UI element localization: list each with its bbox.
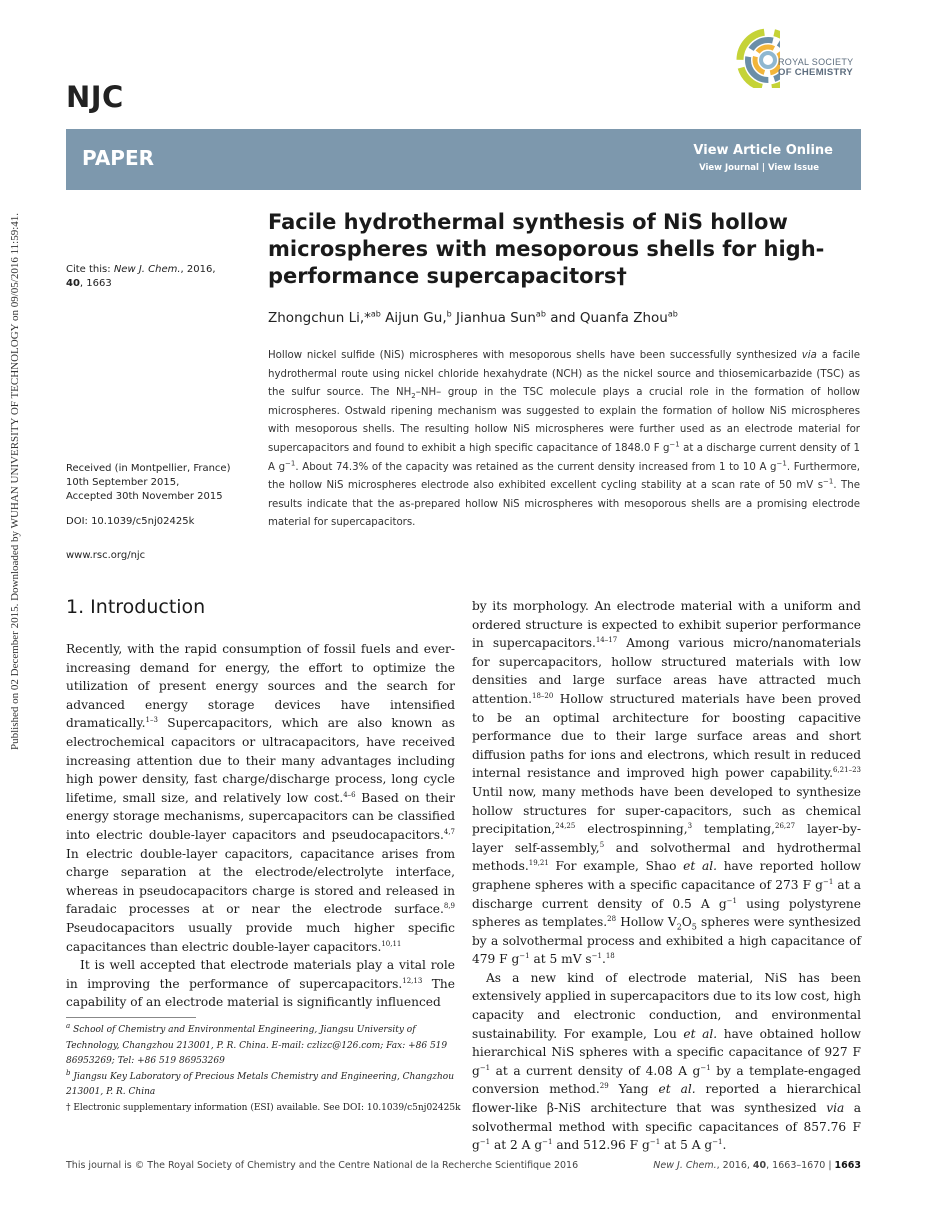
- logo-text-line1: ROYAL SOCIETY: [778, 57, 854, 67]
- citation-ref[interactable]: 18: [605, 952, 615, 961]
- citation-ref[interactable]: 10,11: [381, 939, 402, 948]
- rsc-logo: [736, 24, 866, 94]
- cite-year: , 2016,: [180, 264, 216, 275]
- body-column-right: [472, 597, 861, 1155]
- author-affiliation: ab: [370, 309, 381, 319]
- author-name: and Quanfa Zhou: [545, 310, 668, 326]
- author-affiliation: ab: [535, 309, 546, 319]
- citation-ref[interactable]: 1–3: [145, 716, 158, 725]
- cite-prefix: Cite this:: [66, 264, 111, 275]
- abstract-text: . About 74.3% of the capacity was retained as the current density increased from 1 to 10 A g: [295, 461, 777, 473]
- citation-ref[interactable]: 6,21–23: [833, 766, 861, 775]
- subscript: 2: [411, 392, 416, 401]
- section-heading: 1. Introduction: [66, 596, 206, 618]
- abstract-text: . Furthermore, the hollow NiS microspheres electrode also exhibited excellent cycling stability at a scan rate of 50 mV s: [268, 461, 860, 492]
- cite-this: [66, 263, 216, 291]
- paragraph: It is well accepted that electrode materials play a vital role in improving the performance of supercapacitors.$^{12,13}$ The capability of an electrode material is significantly influenced: [66, 958, 455, 1010]
- abstract-text: a facile hydrothermal route using nickel chloride hexahydrate (NCH) as the nickel source and thiosemicarbazide (TSC) as the sulfur source. The NH: [268, 350, 860, 399]
- received-line: Received (in Montpellier, France): [66, 463, 231, 474]
- abstract-text: –NH– group in the TSC molecule plays a crucial role in the formation of hollow microspheres. Ostwald ripening mechanism was suggested to explain the formation of hollow NiS microspheres with mesoporous shells. The resulting hollow NiS microspheres were further used as an electrode material for supercapacitors and found to exhibit a high specific capacitance of 1848.0 F g: [268, 387, 861, 454]
- article-banner: [66, 129, 861, 190]
- download-note: Published on 02 December 2015. Downloaded by WUHAN UNIVERSITY OF TECHNOLOGY on 09/05/2016 11:59:41.: [9, 212, 21, 750]
- footnote-a: $^a$ School of Chemistry and Environmental Engineering, Jiangsu University of Technology, Changzhou 213001, P. R. China. E-mail: czlizc@126.com; Fax: +86 519 86953269; Tel: +86 519 86953269: [66, 1022, 448, 1066]
- citation-ref[interactable]: 8,9: [443, 902, 455, 911]
- author-affiliation: b: [446, 309, 452, 319]
- author-affiliation: ab: [667, 309, 678, 319]
- citation-ref[interactable]: 18–20: [531, 691, 554, 700]
- paragraph: by its morphology. An electrode material with a uniform and ordered structure is expected to exhibit superior performance in supercapacitors.$^{14-17}$ Among various micro/nanomaterials for supercapacitors, hollow structured materials with low densities and large surface areas have attracted much attention.$^{18-20}$ Hollow structured materials have been proved to be an optimal architecture for boosting capacitive performance due to their large surface areas and short diffusion paths for ions and electrons, which result in reduced internal resistance and improved high power capability.$^{6,21-23}$ Until now, many methods have been developed to synthesize hollow structures for super-capacitors, such as chemical precipitation,$^{24,25}$ electrospinning,$^3$ templating,$^{26,27}$ layer-by-layer self-assembly,$^5$ and solvothermal and hydrothermal methods.$^{19,21}$ For example, Shao et al. have reported hollow graphene spheres with a specific capacitance of 273 F $g^{-1}$ at a discharge current density of 0.5 A $g^{-1}$ using polystyrene spheres as templates.$^{28}$ Hollow $V_2O_5$ spheres were synthesized by a solvothermal process and exhibited a high capacitance of 479 F $g^{-1}$ at 5 mV $s^{-1}.^{18}$: [472, 599, 861, 967]
- author-name: Zhongchun Li,*: [268, 310, 371, 326]
- article-title: Facile hydrothermal synthesis of NiS hollow microspheres with mesoporous shells for high-performance supercapacitors†: [268, 210, 825, 288]
- citation-ref[interactable]: 29: [599, 1082, 609, 1091]
- superscript: −1: [285, 459, 296, 468]
- citation-ref[interactable]: 19,21: [528, 859, 549, 868]
- citation-ref[interactable]: 4,7: [443, 827, 455, 836]
- footnote-divider: [66, 1017, 196, 1018]
- received-date: 10th September 2015,: [66, 477, 180, 488]
- footer-copyright: This journal is © The Royal Society of Chemistry and the Centre National de la Recherche Scientifique 2016: [66, 1160, 579, 1171]
- superscript: −1: [669, 440, 680, 449]
- citation-ref[interactable]: 24,25: [555, 822, 576, 831]
- superscript: −1: [776, 459, 787, 468]
- author-name: Jianhua Sun: [451, 310, 536, 326]
- link-separator: |: [758, 163, 768, 173]
- banner-sub-links: [699, 163, 819, 173]
- abstract: [268, 347, 860, 533]
- body-column-left: [66, 640, 455, 1012]
- abstract-text: Hollow nickel sulfide (NiS) microspheres with mesoporous shells have been successfully synthesized: [268, 350, 802, 361]
- footnote-b: $^b$ Jiangsu Key Laboratory of Precious Metals Chemistry and Engineering, Changzhou 213001, P. R. China: [66, 1068, 455, 1097]
- view-article-online-link[interactable]: View Article Online: [693, 143, 833, 158]
- accepted-date: Accepted 30th November 2015: [66, 491, 223, 502]
- rsc-logo-rings-icon: [736, 24, 780, 88]
- author-name: Aijun Gu,: [380, 310, 447, 326]
- citation-ref[interactable]: 3: [687, 822, 693, 831]
- citation-ref[interactable]: 4–6: [343, 790, 356, 799]
- abstract-text: . The results indicate that the as-prepared hollow NiS microspheres with mesoporous shells are a promising electrode material for supercapacitors.: [268, 480, 860, 529]
- abstract-italic: via: [801, 350, 817, 361]
- abstract-text: at a discharge current density of 1 A g: [268, 442, 861, 473]
- journal-url[interactable]: www.rsc.org/njc: [66, 550, 146, 561]
- logo-text-line2: OF CHEMISTRY: [778, 67, 854, 78]
- citation-ref[interactable]: 28: [607, 915, 617, 924]
- cite-pages: , 1663: [79, 278, 112, 289]
- received-info: [66, 462, 231, 504]
- citation-ref[interactable]: 5: [599, 840, 605, 849]
- paragraph: Recently, with the rapid consumption of fossil fuels and ever-increasing demand for energy, the effort to optimize the utilization of present energy sources and the search for advanced energy storage devices have intensified dramatically.$^{1-3}$ Supercapacitors, which are also known as electrochemical capacitors or ultracapacitors, have received increasing attention due to their many advantages including high power density, fast charge/discharge process, long cycle lifetime, small size, and relatively low cost.$^{4-6}$ Based on their energy storage mechanisms, supercapacitors can be classified into electric double-layer capacitors and pseudocapacitors.$^{4,7}$ In electric double-layer capacitors, capacitance arises from charge separation at the electrode/electrolyte interface, whereas in pseudocapacitors charge is stored and released in faradaic processes at or near the electrode surface.$^{8,9}$ Pseudocapacitors usually provide much higher specific capacitances than electric double-layer capacitors.$^{10,11}$: [66, 642, 456, 954]
- citation-ref[interactable]: 12,13: [402, 976, 423, 985]
- download-watermark: [9, 140, 21, 750]
- footnotes: [66, 1023, 466, 1116]
- page-number: 1663: [834, 1160, 861, 1171]
- author-list: [268, 310, 678, 326]
- superscript: −1: [823, 477, 834, 486]
- citation-ref[interactable]: 26,27: [774, 822, 796, 831]
- cite-journal: New J. Chem.: [113, 264, 181, 275]
- cite-volume: 40: [66, 278, 80, 289]
- paragraph: As a new kind of electrode material, NiS has been extensively applied in supercapacitors due to its low cost, high capacity and electronic conduction, and environmental sustainability. For example, Lou et al. have obtained hollow hierarchical NiS spheres with a specific capacitance of 927 F $g^{-1}$ at a current density of 4.08 A $g^{-1}$ by a template-engaged conversion method.$^{29}$ Yang et al. reported a hierarchical flower-like β-NiS architecture that was synthesized via a solvothermal method with specific capacitances of 857.76 F $g^{-1}$ at 2 A $g^{-1}$ and 512.96 F $g^{-1}$ at 5 A $g^{-1}$.: [472, 970, 862, 1153]
- citation-ref[interactable]: 14–17: [595, 636, 618, 645]
- footer-citation: New J. Chem., 2016, 40, 1663–1670 | 1663: [653, 1160, 861, 1171]
- paper-type-label: PAPER: [82, 146, 155, 170]
- view-journal-link[interactable]: View Journal: [699, 163, 759, 173]
- footnote-esi: † Electronic supplementary information (ESI) available. See DOI: 10.1039/c5nj02425k: [66, 1102, 461, 1113]
- journal-abbrev: NJC: [66, 80, 124, 114]
- doi[interactable]: DOI: 10.1039/c5nj02425k: [66, 516, 195, 527]
- view-issue-link[interactable]: View Issue: [767, 163, 819, 173]
